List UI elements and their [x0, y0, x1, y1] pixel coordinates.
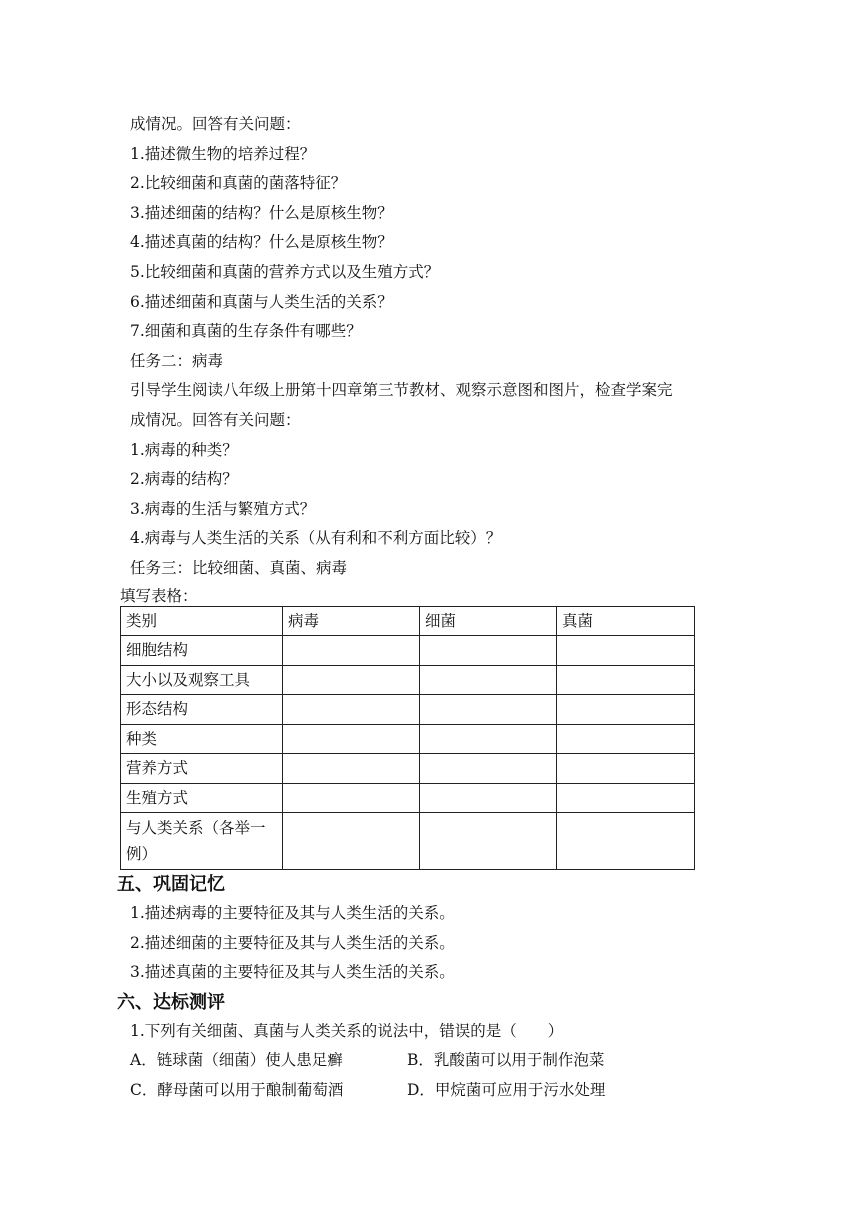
row-label: 与人类关系（各举一例）	[121, 813, 283, 870]
option-c[interactable]: C．酵母菌可以用于酿制葡萄酒	[130, 1080, 344, 1099]
intro-block	[130, 110, 750, 584]
blank-cell[interactable]	[420, 813, 557, 870]
blank-cell[interactable]	[283, 754, 420, 784]
table-header-cell: 病毒	[283, 606, 420, 636]
table-row	[121, 754, 695, 784]
table-row	[121, 724, 695, 754]
blank-cell[interactable]	[283, 724, 420, 754]
question-line: 4.描述真菌的结构？什么是原核生物？	[130, 233, 393, 252]
table-row	[121, 665, 695, 695]
question-line: 2.病毒的结构？	[130, 470, 238, 489]
task-title: 任务三：比较细菌、真菌、病毒	[130, 558, 348, 577]
table-row	[121, 636, 695, 666]
blank-cell[interactable]	[420, 636, 557, 666]
list-item: 2.描述细菌的主要特征及其与人类生活的关系。	[130, 933, 455, 952]
list-item: 3.描述真菌的主要特征及其与人类生活的关系。	[130, 963, 455, 982]
text-line: 引导学生阅读八年级上册第十四章第三节教材、观察示意图和图片，检查学案完	[130, 381, 673, 400]
blank-cell[interactable]	[420, 783, 557, 813]
question-line: 7.细菌和真菌的生存条件有哪些？	[130, 322, 362, 341]
option-row	[130, 1076, 750, 1106]
blank-cell[interactable]	[557, 636, 695, 666]
question-line: 5.比较细菌和真菌的营养方式以及生殖方式？	[130, 262, 440, 281]
text-line: 成情况。回答有关问题：	[130, 410, 301, 429]
blank-cell[interactable]	[420, 754, 557, 784]
option-d[interactable]: D．甲烷菌可应用于污水处理	[407, 1080, 606, 1099]
blank-cell[interactable]	[557, 783, 695, 813]
question-line: 1.病毒的种类？	[130, 440, 238, 459]
section-heading: 五、巩固记忆	[117, 874, 225, 895]
table-label: 填写表格：	[120, 586, 198, 605]
table-row	[121, 783, 695, 813]
blank-cell[interactable]	[557, 695, 695, 725]
blank-cell[interactable]	[557, 754, 695, 784]
blank-cell[interactable]	[283, 783, 420, 813]
blank-cell[interactable]	[557, 813, 695, 870]
task-title: 任务二：病毒	[130, 351, 224, 370]
blank-cell[interactable]	[283, 665, 420, 695]
row-label: 种类	[121, 724, 283, 754]
comparison-table	[120, 606, 695, 871]
question-line: 1.描述微生物的培养过程？	[130, 144, 316, 163]
option-b[interactable]: B．乳酸菌可以用于制作泡菜	[407, 1051, 605, 1070]
question-line: 6.描述细菌和真菌与人类生活的关系？	[130, 292, 393, 311]
table-header-row	[121, 606, 695, 636]
table-header-cell: 真菌	[557, 606, 695, 636]
blank-cell[interactable]	[283, 695, 420, 725]
table-header-cell: 细菌	[420, 606, 557, 636]
blank-cell[interactable]	[557, 724, 695, 754]
table-row	[121, 695, 695, 725]
blank-cell[interactable]	[420, 665, 557, 695]
blank-cell[interactable]	[420, 724, 557, 754]
option-a[interactable]: A．链球菌（细菌）使人患足癣	[130, 1051, 343, 1070]
question-line: 3.描述细菌的结构？什么是原核生物？	[130, 203, 393, 222]
option-row	[130, 1046, 750, 1076]
document-page	[117, 110, 750, 1106]
table-header-cell: 类别	[121, 606, 283, 636]
row-label: 细胞结构	[121, 636, 283, 666]
blank-cell[interactable]	[283, 813, 420, 870]
question-line: 4.病毒与人类生活的关系（从有利和不利方面比较）？	[130, 529, 502, 548]
quiz-question: 1.下列有关细菌、真菌与人类关系的说法中，错误的是（ ）	[130, 1021, 564, 1040]
question-line: 2.比较细菌和真菌的菌落特征？	[130, 174, 347, 193]
list-item: 1.描述病毒的主要特征及其与人类生活的关系。	[130, 904, 455, 922]
row-label: 生殖方式	[121, 783, 283, 813]
blank-cell[interactable]	[420, 695, 557, 725]
blank-cell[interactable]	[283, 636, 420, 666]
text-line: 成情况。回答有关问题：	[130, 115, 301, 133]
row-label: 形态结构	[121, 695, 283, 725]
row-label: 营养方式	[121, 754, 283, 784]
question-line: 3.病毒的生活与繁殖方式？	[130, 499, 316, 518]
section5-list	[130, 899, 750, 988]
blank-cell[interactable]	[557, 665, 695, 695]
section-heading: 六、达标测评	[117, 991, 225, 1013]
row-label: 大小以及观察工具	[121, 665, 283, 695]
table-row	[121, 813, 695, 870]
